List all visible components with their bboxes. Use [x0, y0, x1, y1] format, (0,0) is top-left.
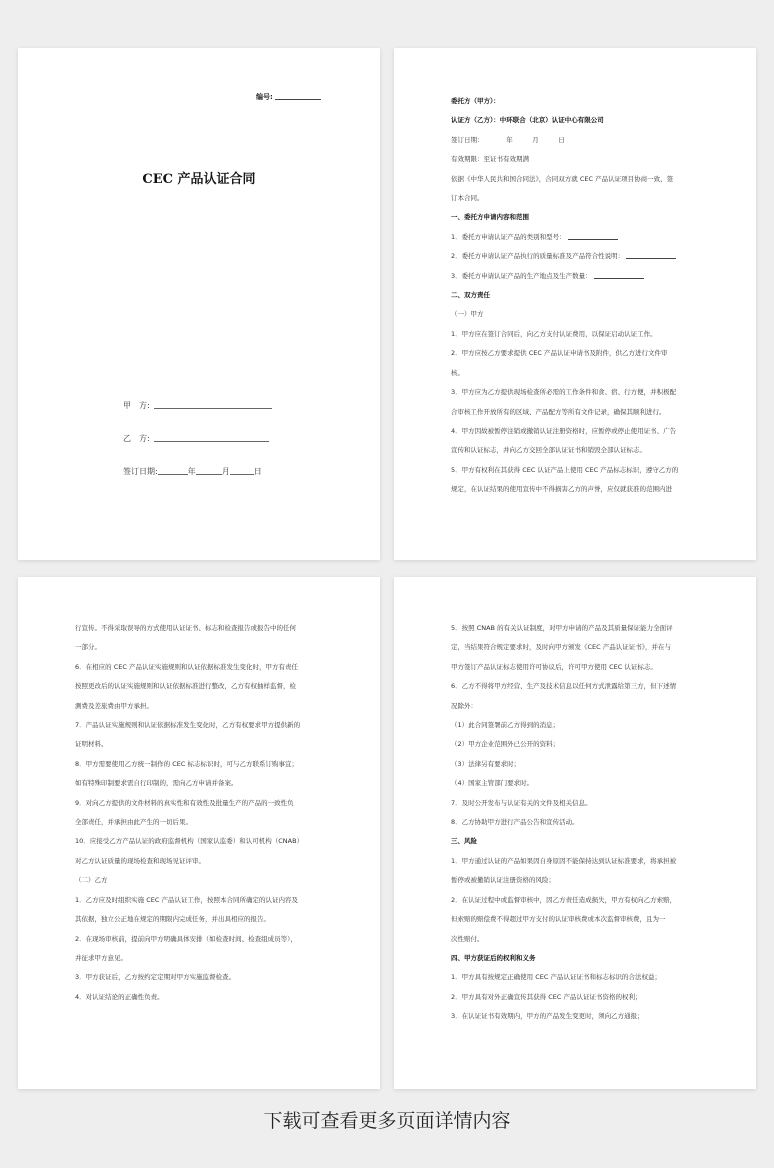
text-line-content: 1．甲方应在签订合同后，向乙方支付认证费用，以保证启动认证工作。: [451, 329, 657, 338]
page-4-content: [451, 619, 731, 1027]
text-line-content: 2．甲方具有对外正确宣传其获得 CEC 产品认证证书资格的权利；: [451, 992, 642, 1001]
text-line-content: 三、风险: [451, 837, 477, 846]
text-line-content: 行宣传。不得采取误导的方式使用认证证书、标志和检查报告或报告中的任何: [75, 624, 296, 632]
text-line: [451, 910, 731, 929]
text-line: [451, 658, 731, 677]
text-line-content: 2．委托方申请认证产品执行的质量标准及产品符合性说明：: [451, 252, 625, 261]
party-a-line: [123, 400, 272, 411]
party-b-label: 乙 方:: [123, 434, 150, 443]
text-line-content: 2．在现场审核前，提前向甲方明确具体安排（如检查时间、检查组成员等），: [75, 934, 297, 943]
text-line-content: 证明材料。: [75, 740, 108, 749]
text-line-content: 对乙方认证质量的现场检查和现场见证评审。: [75, 856, 205, 865]
text-line-content: 合审核工作开放所有的区域、产品配方等所有文件记录，确保其顺利进行。: [451, 407, 666, 416]
text-line: [451, 794, 731, 813]
text-line: [451, 1007, 731, 1026]
text-line: [75, 949, 355, 968]
text-line: [451, 852, 731, 871]
text-line: [75, 852, 355, 871]
text-line-content: 测费及差旅费由甲方承担。: [75, 701, 153, 710]
text-line-content: 认证方（乙方）：中环联合（北京）认证中心有限公司: [451, 116, 604, 125]
text-line: [75, 988, 355, 1007]
text-line: [451, 988, 731, 1007]
text-line: [75, 658, 355, 677]
text-line: [75, 638, 355, 657]
text-line: [75, 619, 355, 638]
text-line: [451, 286, 731, 305]
text-line-content: 其依据，独立公正地在规定的期限内完成任务，并出具相应的报告。: [75, 915, 270, 924]
text-line: [451, 813, 731, 832]
text-line-content: 订本合同。: [451, 194, 484, 203]
page-3-content: [75, 619, 355, 1007]
text-line: [75, 755, 355, 774]
party-a-blank: [154, 400, 272, 409]
text-line: [451, 871, 731, 890]
text-line-content: 8．乙方协助甲方进行产品公告和宣传活动。: [451, 818, 579, 827]
text-line: [451, 832, 731, 851]
text-line-content: 如有特殊印制要求需自行印制的，需向乙方申请并备案。: [75, 779, 238, 788]
text-line-content: 暂停或被撤销认证注册资格的风险；: [451, 876, 555, 885]
text-line: [451, 930, 731, 949]
text-line: [75, 716, 355, 735]
text-line: [451, 267, 731, 286]
text-line-content: （一）甲方: [451, 310, 484, 319]
text-line-content: 一、委托方申请内容和范围: [451, 213, 529, 222]
text-line-content: 4．对认证结论的正确性负责。: [75, 992, 164, 1001]
month-blank: [196, 466, 222, 475]
text-line-content: 按照更改后的认证实施规则和认证依据标准进行整改，乙方有权抽样监督，检: [75, 682, 296, 691]
text-line-content: （1）此合同签署前乙方得到的消息；: [451, 721, 560, 730]
text-line-content: 委托方（甲方）：: [451, 97, 500, 105]
text-line: [75, 930, 355, 949]
year-blank: [158, 466, 188, 475]
text-line: [75, 735, 355, 754]
text-line-content: 规定，在认证结果的使用宣传中不得损害乙方的声誉，应仅就获准的范围内进: [451, 485, 672, 494]
text-line-content: 1．甲方通过认证的产品如果因自身原因不能保持达到认证标准要求，将承担被: [451, 856, 677, 865]
party-a-label: 甲 方:: [123, 401, 150, 410]
text-line: [75, 832, 355, 851]
page-title: CEC 产品认证合同: [142, 172, 256, 187]
text-line-content: 9．对向乙方提供的文件材料的真实性和有效性及批量生产的产品的一致性负: [75, 798, 294, 807]
text-line-content: 8．甲方需要使用乙方统一制作的 CEC 标志标识时，可与乙方联系订购事宜；: [75, 759, 298, 768]
text-line: [75, 794, 355, 813]
text-line: [451, 677, 731, 696]
text-line-content: 宣传和认证标志，并向乙方交回全部认证证书和销毁全部认证标志。: [451, 446, 646, 455]
fill-in-blank: [568, 233, 618, 240]
text-line: [451, 949, 731, 968]
text-line: [451, 755, 731, 774]
text-line: [451, 619, 731, 638]
text-line-content: 3．委托方申请认证产品的生产地点及生产数量：: [451, 271, 592, 280]
fill-in-blank: [594, 272, 644, 279]
text-line-content: 次性赔付。: [451, 934, 484, 943]
contract-cover-page: [18, 48, 380, 560]
text-line: [451, 480, 731, 499]
text-line-content: 5．甲方有权利在其获得 CEC 认证产品上使用 CEC 产品标志标识，遵守乙方的: [451, 465, 679, 474]
text-line-content: 况除外：: [451, 701, 477, 710]
text-line-content: 1．甲方具有按规定正确使用 CEC 产品认证证书和标志标识的合法权益；: [451, 973, 661, 982]
contract-number-label: 编号:: [256, 93, 273, 101]
text-line: [75, 774, 355, 793]
text-line: [451, 638, 731, 657]
text-line-content: 全部责任，并承担由此产生的一切后果。: [75, 818, 192, 827]
text-line-content: 7．产品认证实施规则和认证依据标准发生变化时，乙方有权要求甲方提供新的: [75, 721, 301, 730]
text-line: [451, 891, 731, 910]
text-line-content: 7．及时公开发布与认证有关的文件及相关信息。: [451, 798, 592, 807]
text-line-content: 5．按照 CNAB 的有关认证制度，对甲方申请的产品及其质量保证能力全面评: [451, 624, 673, 632]
text-line-content: 1．乙方应及时组织实施 CEC 产品认证工作，按照本合同所确定的认证内容及: [75, 895, 298, 904]
year-label: 年: [187, 467, 196, 476]
text-line: [451, 92, 731, 111]
text-line-content: 四、甲方获证后的权利和义务: [451, 953, 536, 962]
text-line-content: 一部分。: [75, 643, 101, 652]
text-line: [75, 910, 355, 929]
text-line: [75, 891, 355, 910]
party-b-line: [123, 433, 269, 444]
text-line-content: 但索赔的赔偿费不得超过甲方支付的认证审核费或本次监督审核费，且为一: [451, 915, 666, 924]
contract-page-3: [18, 577, 380, 1089]
text-line: [75, 813, 355, 832]
text-line-content: 6．乙方不得将甲方经营、生产及技术信息以任何方式泄露给第三方，但下述情: [451, 682, 677, 691]
text-line: [451, 189, 731, 208]
text-line-content: 甲方签订产品认证标志使用许可协议后，许可甲方使用 CEC 认证标志。: [451, 662, 657, 671]
text-line: [451, 305, 731, 324]
text-line-content: 3．甲方获证后，乙方按约定定期对甲方实施监督检查。: [75, 973, 236, 982]
text-line: [451, 697, 731, 716]
text-line-content: （4）国家主管部门要求时。: [451, 779, 534, 788]
text-line: [75, 968, 355, 987]
fill-in-blank: [626, 252, 676, 259]
text-line: [75, 677, 355, 696]
sign-date-label: 签订日期:: [123, 467, 158, 476]
text-line: [451, 170, 731, 189]
text-line-content: 3．甲方应为乙方提供现场检查所必需的工作条件和食、宿、行方便，并积极配: [451, 388, 677, 397]
text-line-content: 定，当结果符合规定要求时，及时向甲方颁发《CEC 产品认证证书》，并在与: [451, 643, 672, 652]
text-line-content: 2．甲方应按乙方要求提供 CEC 产品认证申请书及附件，供乙方进行文件审: [451, 349, 668, 358]
text-line-content: 1．委托方申请认证产品的类别和型号：: [451, 232, 566, 241]
contract-page-2: [394, 48, 756, 560]
text-line: [451, 735, 731, 754]
page-2-content: [451, 92, 731, 500]
text-line: [75, 871, 355, 890]
text-line-content: 依据《中华人民共和国合同法》，合同双方就 CEC 产品认证项目协商一致，签: [451, 174, 674, 183]
text-line: [451, 968, 731, 987]
text-line: [451, 247, 731, 266]
text-line-content: 6．在相应的 CEC 产品认证实施规则和认证依据标准发生变化时，甲方有责任: [75, 662, 298, 671]
sign-date-line: [123, 466, 262, 477]
download-hint: 下载可查看更多页面详情内容: [263, 1110, 511, 1132]
text-line: [451, 364, 731, 383]
day-blank: [230, 466, 254, 475]
text-line-content: 有效期限：至证书有效期满: [451, 155, 529, 164]
text-line: [451, 403, 731, 422]
contract-number-blank: [275, 92, 321, 100]
text-line-content: 3．在认证证书有效期内，甲方的产品发生变更时，须向乙方通报；: [451, 1012, 644, 1021]
text-line: [451, 344, 731, 363]
text-line-content: （2）甲方企业范围外已公开的资料；: [451, 740, 560, 749]
text-line: [75, 697, 355, 716]
text-line: [451, 461, 731, 480]
text-line: [451, 422, 731, 441]
month-label: 月: [221, 467, 230, 476]
text-line: [451, 228, 731, 247]
text-line: [451, 716, 731, 735]
contract-number: [256, 92, 321, 102]
text-line: [451, 111, 731, 130]
text-line: [451, 150, 731, 169]
text-line-content: 二、双方责任: [451, 291, 490, 300]
text-line-content: 2．在认证过程中或监督审核中，因乙方责任造成损失，甲方有权向乙方索赔，: [451, 895, 677, 904]
party-b-blank: [154, 433, 269, 442]
text-line-content: 10．应接受乙方产品认证的政府监督机构（国家认监委）和认可机构（CNAB）: [75, 837, 304, 846]
text-line-content: 核。: [451, 368, 464, 377]
text-line: [451, 325, 731, 344]
day-label: 日: [253, 467, 262, 476]
text-line-content: （二）乙方: [75, 876, 108, 885]
text-line-content: 并征求甲方意见。: [75, 953, 127, 962]
text-line-content: （3）法律另有要求时；: [451, 759, 521, 768]
text-line-content: 4．甲方因故被暂停注销或撤销认证注册资格时，应暂停或停止使用证书、广告: [451, 426, 677, 435]
text-line: [451, 131, 731, 150]
text-line: [451, 774, 731, 793]
text-line-content: 签订日期： 年 月 日: [451, 135, 565, 144]
text-line: [451, 441, 731, 460]
text-line: [451, 208, 731, 227]
text-line: [451, 383, 731, 402]
contract-page-4: [394, 577, 756, 1089]
